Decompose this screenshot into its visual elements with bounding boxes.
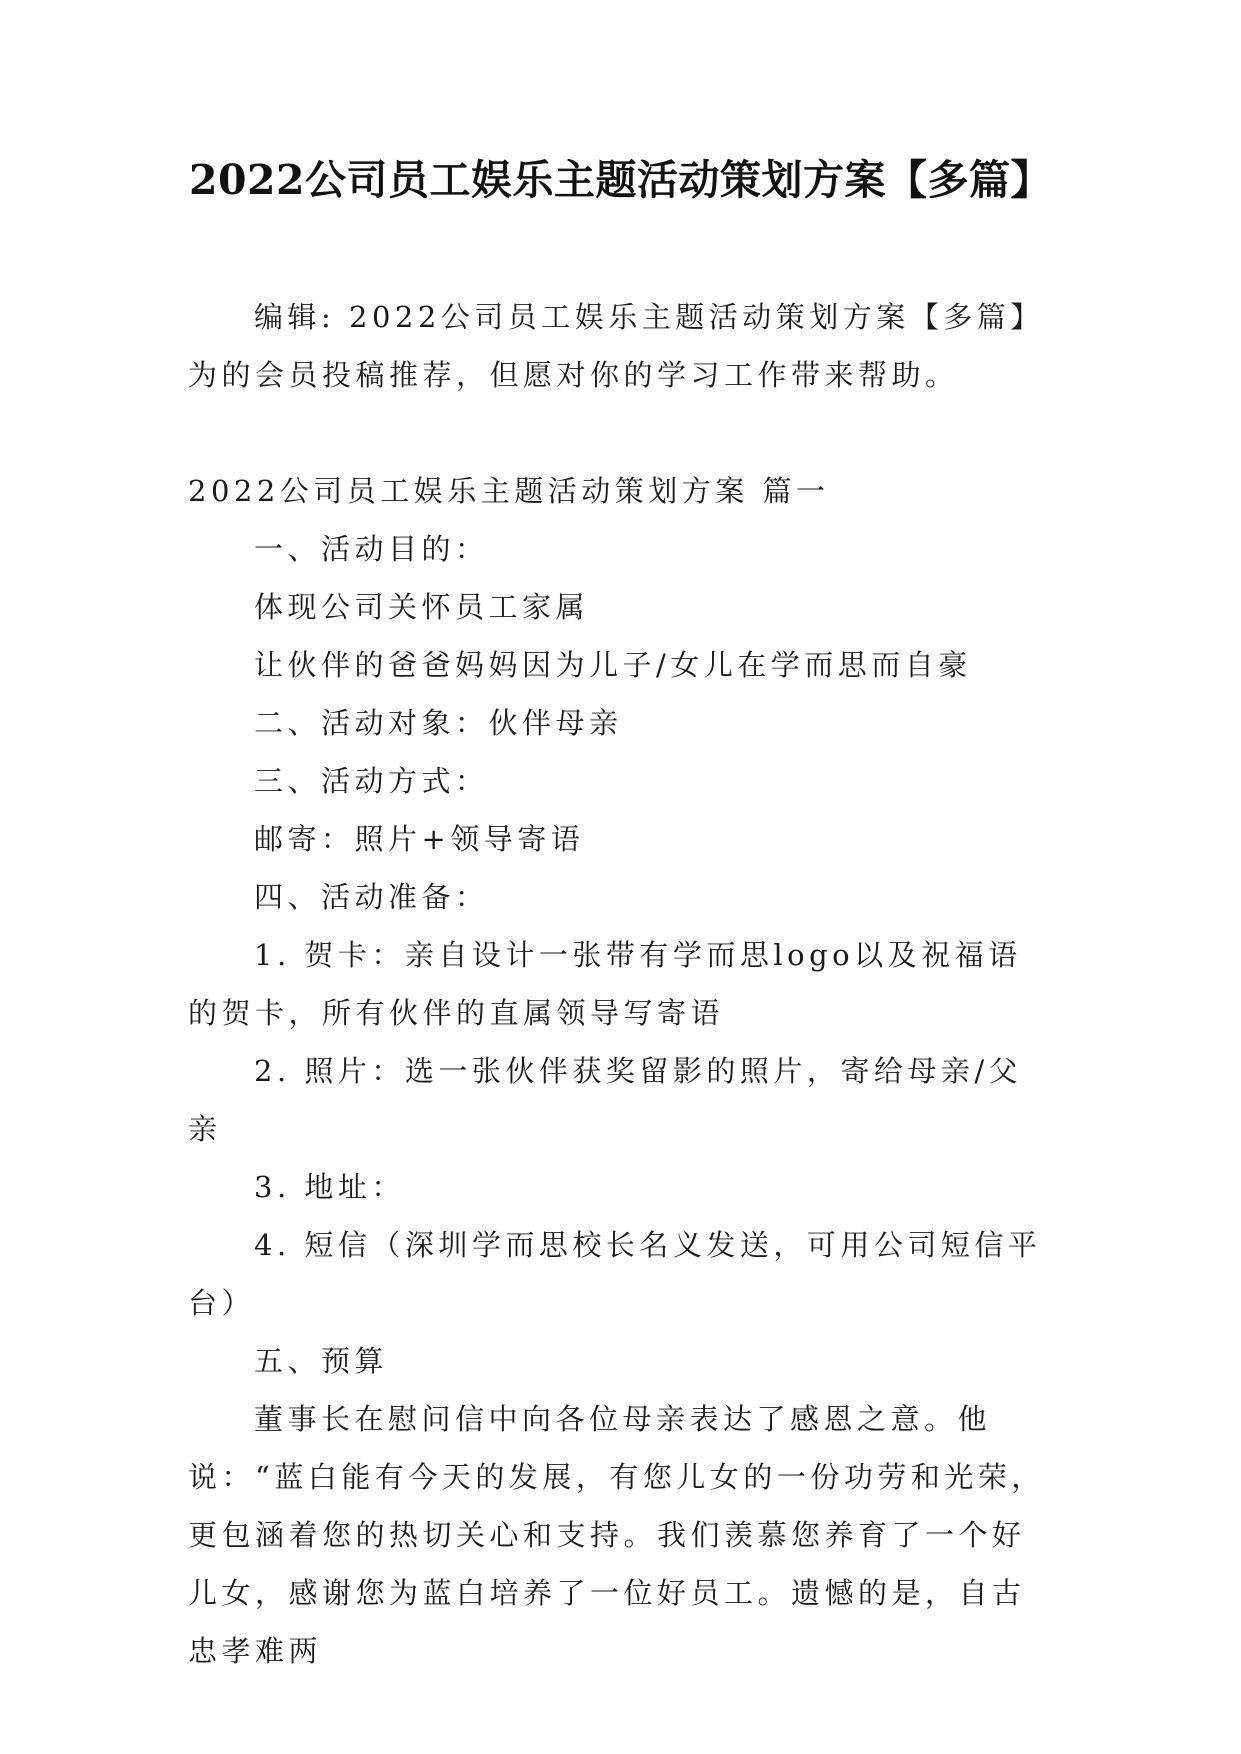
paragraph: 四、活动准备： bbox=[254, 880, 489, 914]
paragraph: 邮寄：照片+领导寄语 bbox=[254, 822, 585, 856]
paragraph: 2. 照片：选一张伙伴获奖留影的照片，寄给母亲/父亲 bbox=[188, 1054, 1023, 1146]
document-title: 2022公司员工娱乐主题活动策划方案【多篇】 bbox=[188, 156, 1053, 204]
paragraph: 3. 地址： bbox=[254, 1170, 405, 1204]
paragraph: 三、活动方式： bbox=[254, 764, 489, 798]
paragraph: 体现公司关怀员工家属 bbox=[254, 590, 590, 624]
paragraph-gap bbox=[188, 404, 1050, 462]
section-heading: 2022公司员工娱乐主题活动策划方案 篇一 bbox=[188, 474, 830, 508]
paragraph: 4. 短信（深圳学而思校长名义发送，可用公司短信平台） bbox=[188, 1228, 1042, 1320]
paragraph: 让伙伴的爸爸妈妈因为儿子/女儿在学而思而自豪 bbox=[254, 648, 972, 682]
paragraph: 董事长在慰问信中向各位母亲表达了感恩之意。他说：“蓝白能有今天的发展，有您儿女的一份功劳和光荣，更包涵着您的热切关心和支持。我们羡慕您养育了一个好儿女，感谢您为蓝白培养了一位好员工。遗憾的是，自古忠孝难两 bbox=[188, 1402, 1045, 1668]
paragraph: 二、活动对象：伙伴母亲 bbox=[254, 706, 623, 740]
paragraph: 1. 贺卡：亲自设计一张带有学而思logo以及祝福语的贺卡，所有伙伴的直属领导写寄语 bbox=[188, 938, 1022, 1030]
paragraph-editor-note: 编辑: 2022公司员工娱乐主题活动策划方案【多篇】为的会员投稿推荐，但愿对你的学习工作带来帮助。 bbox=[188, 300, 1044, 392]
paragraph: 五、预算 bbox=[254, 1344, 389, 1378]
paragraph: 一、活动目的： bbox=[254, 532, 489, 566]
document-body bbox=[188, 288, 1050, 1680]
